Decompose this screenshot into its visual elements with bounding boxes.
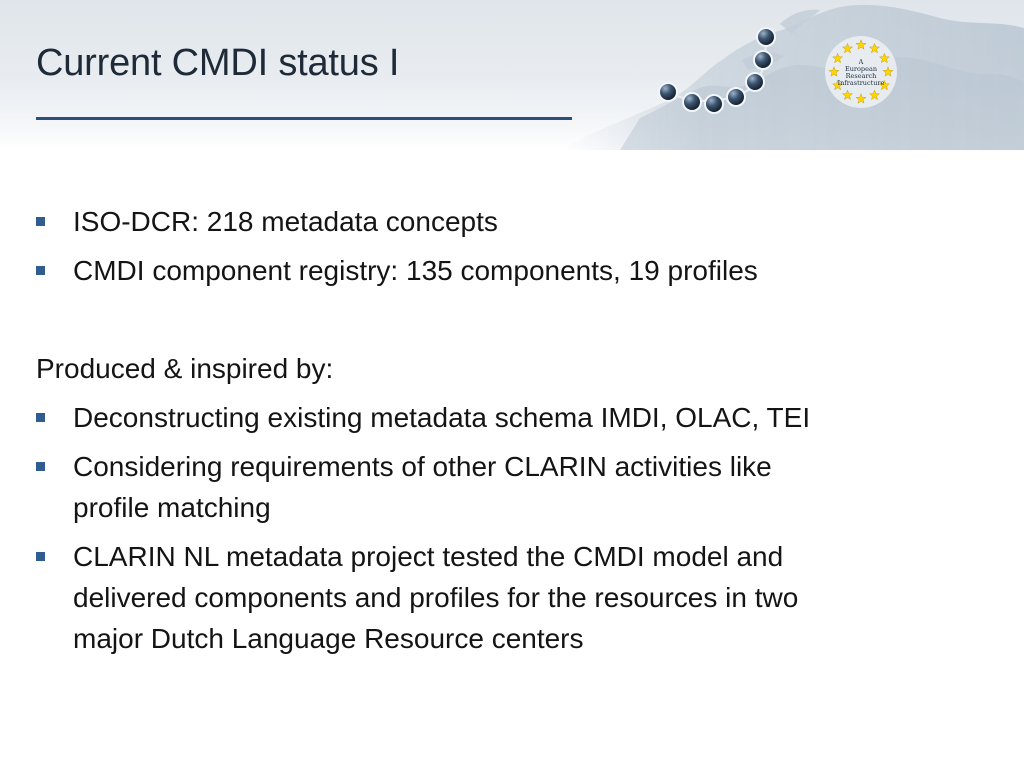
bullet-text: Deconstructing existing metadata schema IMDI, OLAC, TEI — [73, 402, 811, 433]
bullet-square-icon — [36, 462, 45, 471]
bullet-text-line: major Dutch Language Resource centers — [73, 623, 584, 654]
bullet-square-icon — [36, 552, 45, 561]
logo-line-3: Research — [845, 72, 877, 80]
logo-line-1: A — [858, 58, 864, 66]
bullet-text-line: delivered components and profiles for the resources in two — [73, 582, 799, 613]
bullet-text: ISO-DCR: 218 metadata concepts — [73, 206, 498, 237]
slide-title: Current CMDI status I — [36, 42, 400, 84]
bullet-square-icon — [36, 266, 45, 275]
logo-line-4: Infrastructure — [837, 79, 885, 87]
bullet-text-line: profile matching — [73, 492, 271, 523]
bullet-text-line: Considering requirements of other CLARIN activities like — [73, 451, 772, 482]
bullet-square-icon — [36, 413, 45, 422]
bullet-text-line: CLARIN NL metadata project tested the CMDI model and — [73, 541, 784, 572]
bullet-text: CMDI component registry: 135 components, 19 profiles — [73, 255, 758, 286]
bullet-square-icon — [36, 217, 45, 226]
section-heading: Produced & inspired by: — [36, 353, 334, 384]
logo-line-2: European — [844, 65, 878, 73]
